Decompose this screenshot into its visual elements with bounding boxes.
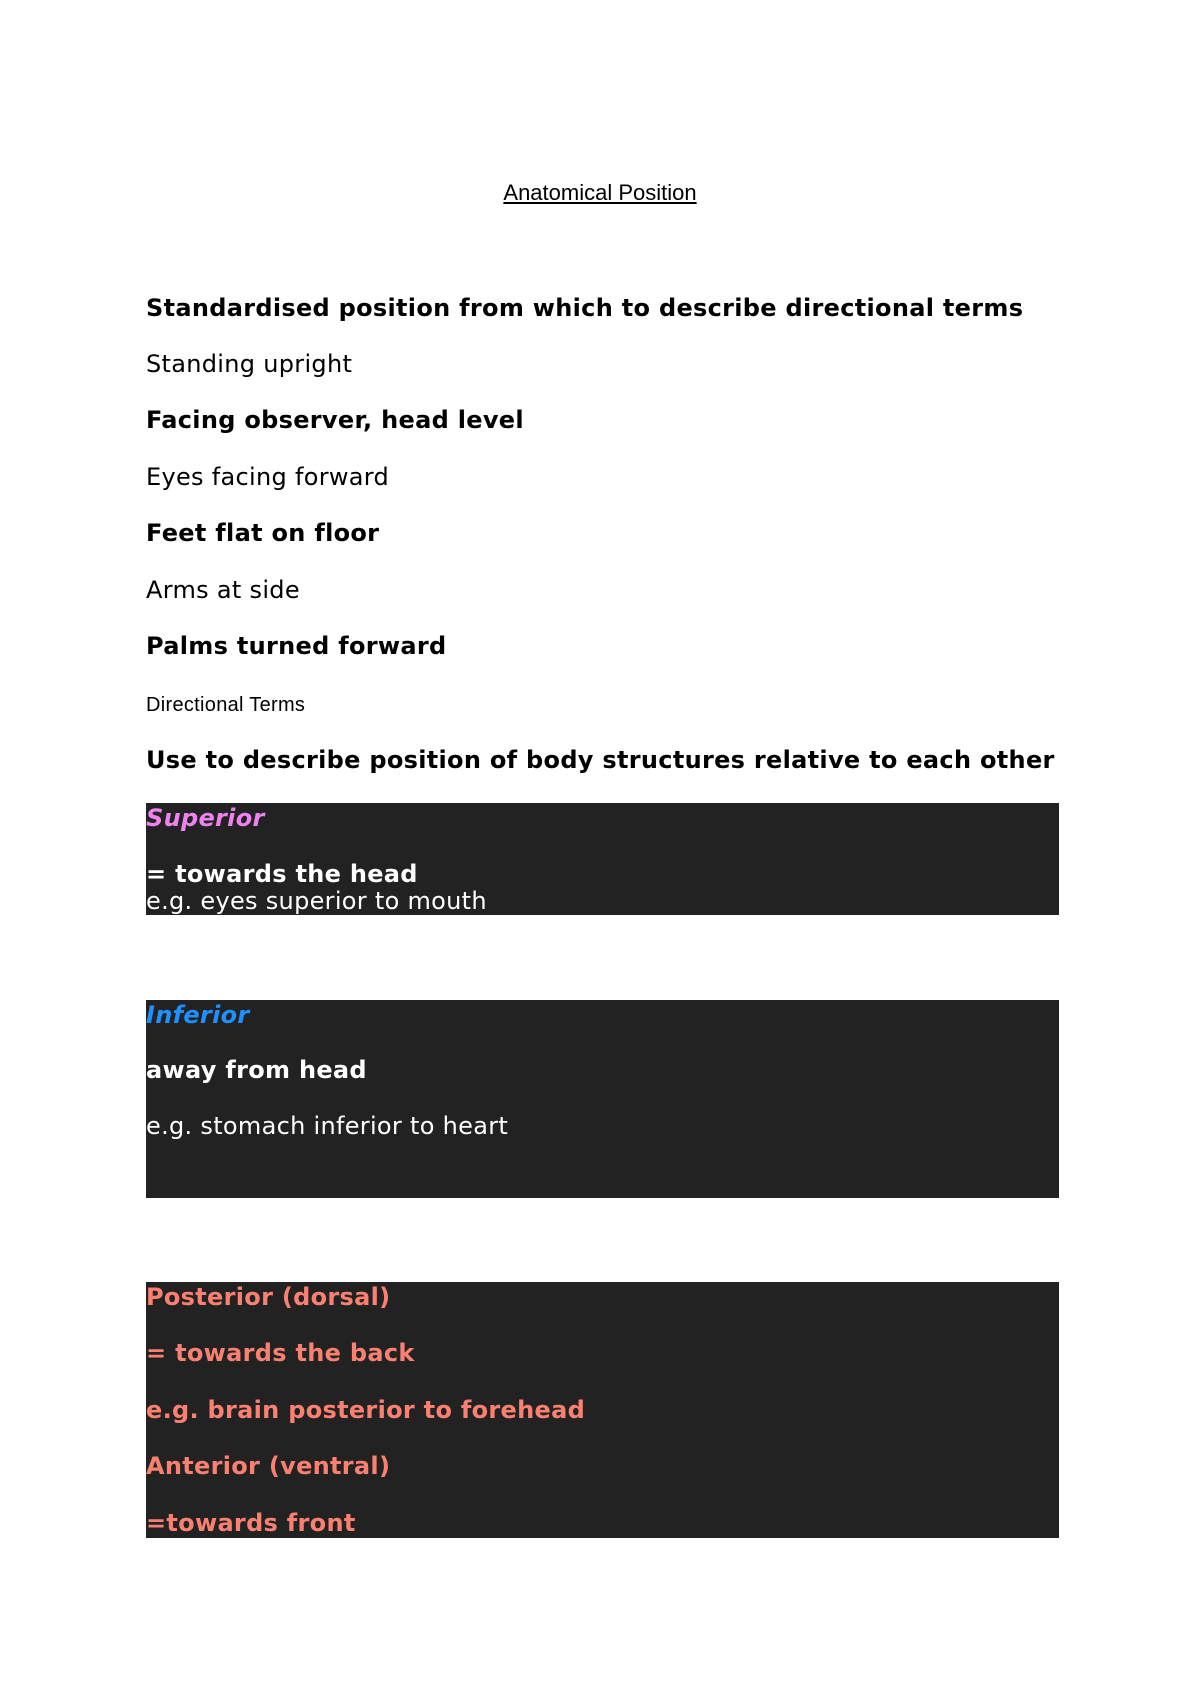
intro-line-palms: Palms turned forward (146, 632, 447, 660)
superior-box (146, 803, 1059, 915)
intro-line-facing: Facing observer, head level (146, 406, 524, 434)
intro-line-standing: Standing upright (146, 350, 353, 378)
posterior-definition: = towards the back (146, 1339, 415, 1367)
intro-line-standardised: Standardised position from which to describe directional terms (146, 294, 1024, 322)
anterior-definition: =towards front (146, 1509, 356, 1537)
inferior-example: e.g. stomach inferior to heart (146, 1112, 509, 1140)
page-title: Anatomical Position (503, 180, 697, 205)
posterior-anterior-box (146, 1282, 1059, 1538)
superior-definition: = towards the head (146, 860, 418, 888)
anterior-term: Anterior (ventral) (146, 1452, 391, 1480)
inferior-box (146, 1000, 1059, 1198)
inferior-term: Inferior (146, 1001, 250, 1029)
intro-line-arms: Arms at side (146, 576, 300, 604)
superior-example: e.g. eyes superior to mouth (146, 887, 487, 915)
intro-line-feet: Feet flat on floor (146, 519, 380, 547)
section-intro: Use to describe position of body structures relative to each other (146, 746, 1055, 774)
posterior-example: e.g. brain posterior to forehead (146, 1396, 586, 1424)
section-heading: Directional Terms (146, 694, 306, 716)
inferior-definition: away from head (146, 1056, 367, 1084)
superior-term: Superior (146, 804, 265, 832)
posterior-term: Posterior (dorsal) (146, 1283, 391, 1311)
intro-line-eyes: Eyes facing forward (146, 463, 390, 491)
